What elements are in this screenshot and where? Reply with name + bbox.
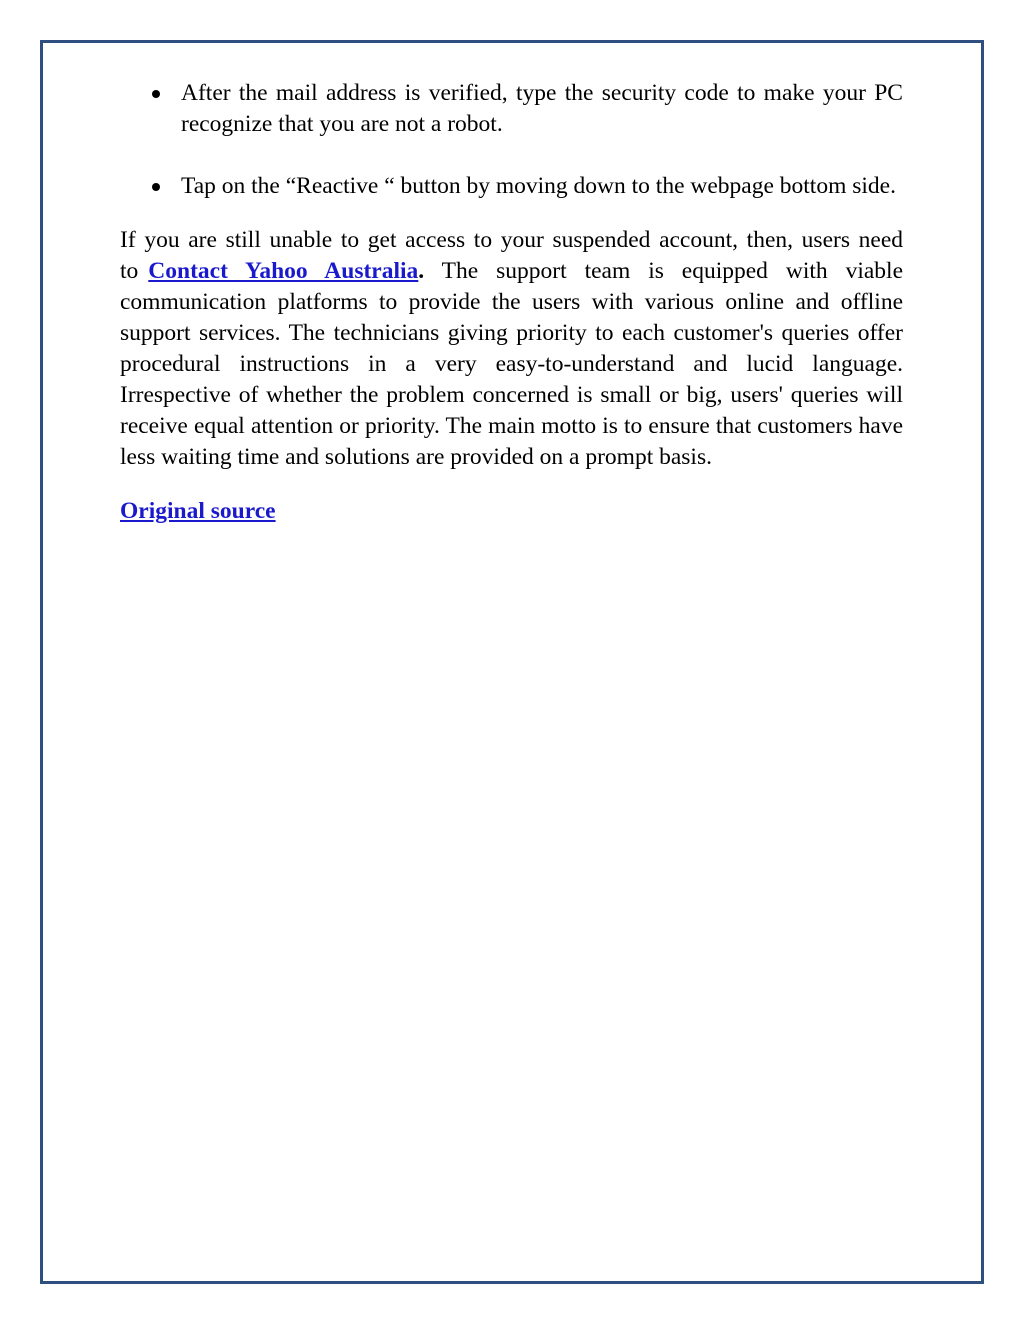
paragraph-text-before-link: If you are still unable to get access to your suspended account, then, users need to	[120, 227, 903, 284]
list-item	[120, 78, 903, 140]
source-line	[120, 496, 903, 527]
paragraph-text-after-link: The support team is equipped with viable communication platforms to provide the users with various online and offline support services. The technicians giving priority to each customer's queries offer procedural instructions in a very easy-to-understand and lucid language. Irrespective of whether the problem concerned is small or big, users' queries will receive equal attention or priority. The main motto is to ensure that customers have less waiting time and solutions are provided on a prompt basis.	[120, 258, 904, 470]
link-period: .	[418, 258, 425, 284]
bullet-icon	[152, 90, 160, 98]
support-paragraph	[120, 225, 903, 473]
list-item	[120, 171, 903, 202]
list-item-text: After the mail address is verified, type the security code to make your PC recognize that you are not a robot.	[181, 80, 903, 137]
list-item-text: Tap on the “Reactive “ button by moving down to the webpage bottom side.	[181, 173, 896, 199]
instruction-list	[120, 78, 903, 202]
original-source-link[interactable]: Original source	[120, 498, 276, 524]
document-body	[120, 78, 903, 527]
bullet-icon	[152, 183, 160, 191]
contact-yahoo-australia-link[interactable]: Contact Yahoo Australia	[148, 258, 419, 284]
